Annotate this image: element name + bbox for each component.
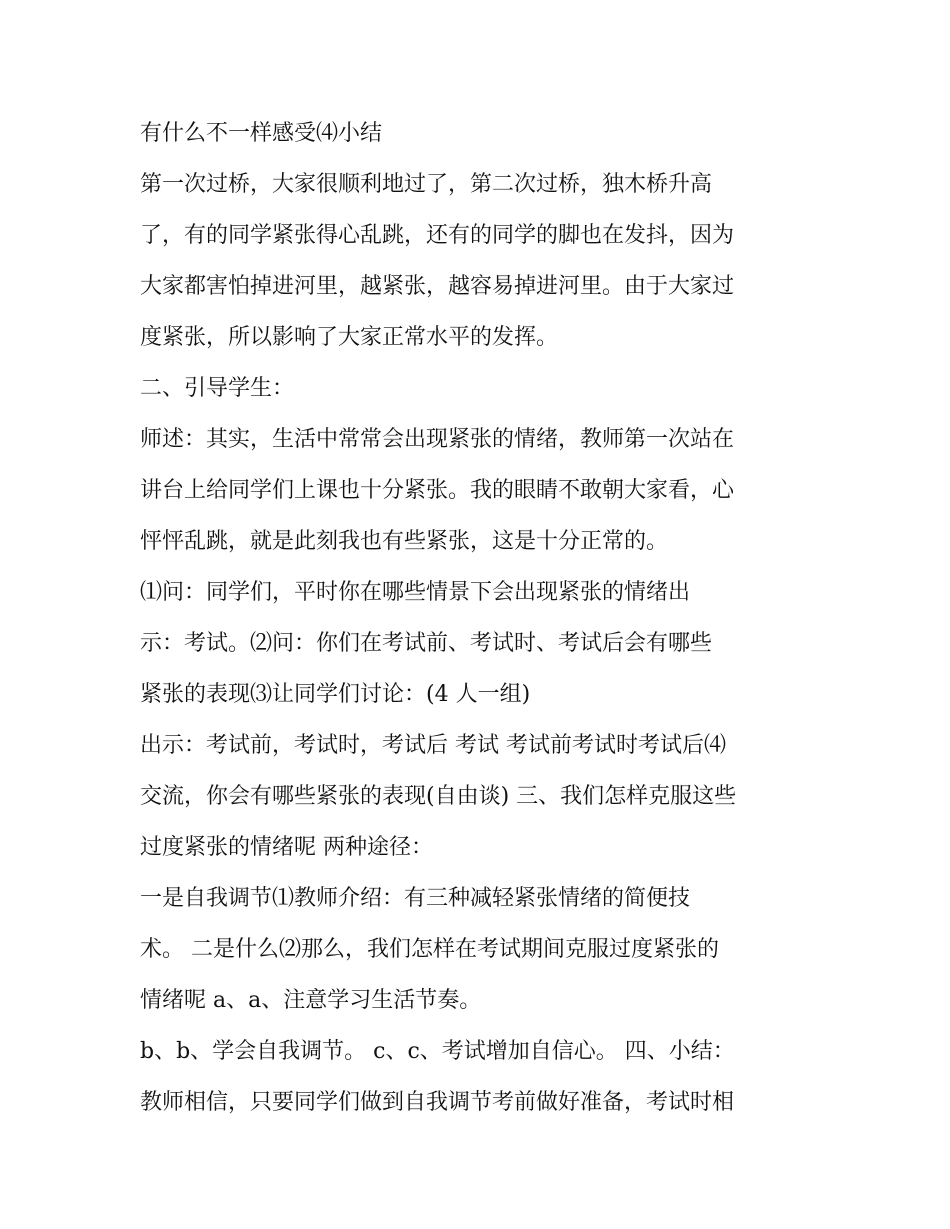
text-line: 讲台上给同学们上课也十分紧张。我的眼睛不敢朝大家看，心 xyxy=(140,478,735,503)
text-line: 一是自我调节⑴教师介绍：有三种减轻紧张情绪的简便技 xyxy=(140,886,691,911)
text-line: 师述：其实，生活中常常会出现紧张的情绪，教师第一次站在 xyxy=(140,427,735,452)
text-line: b、b、学会自我调节。 c、c、考试增加自信心。 四、小结： xyxy=(140,1039,735,1064)
text-line: ⑴问：同学们，平时你在哪些情景下会出现紧张的情绪出 xyxy=(140,580,691,605)
text-line: 度紧张，所以影响了大家正常水平的发挥。 xyxy=(140,325,559,350)
text-line: 紧张的表现⑶让同学们讨论：(4 人一组) xyxy=(140,682,531,707)
section-heading: 二、引导学生： xyxy=(140,376,295,401)
text-line: 怦怦乱跳，就是此刻我也有些紧张，这是十分正常的。 xyxy=(140,529,669,554)
text-line: 示：考试。⑵问：你们在考试前、考试时、考试后会有哪些 xyxy=(140,631,713,656)
text-line: 有什么不一样感受⑷小结 xyxy=(140,121,383,146)
body-text xyxy=(140,108,820,1128)
text-line: 教师相信，只要同学们做到自我调节考前做好准备，考试时相 xyxy=(140,1090,735,1115)
text-line: 了，有的同学紧张得心乱跳，还有的同学的脚也在发抖，因为 xyxy=(140,223,735,248)
text-line: 术。 二是什么⑵那么，我们怎样在考试期间克服过度紧张的 xyxy=(140,937,719,962)
text-line: 情绪呢 a、a、注意学习生活节奏。 xyxy=(140,988,482,1013)
text-line: 交流，你会有哪些紧张的表现(自由谈) 三、我们怎样克服这些 xyxy=(140,784,737,809)
text-line: 过度紧张的情绪呢 两种途径： xyxy=(140,835,433,860)
text-line: 第一次过桥，大家很顺利地过了，第二次过桥，独木桥升高 xyxy=(140,172,713,197)
text-line: 出示：考试前，考试时，考试后 考试 考试前考试时考试后⑷ xyxy=(140,733,726,758)
text-line: 大家都害怕掉进河里，越紧张，越容易掉进河里。由于大家过 xyxy=(140,274,735,299)
